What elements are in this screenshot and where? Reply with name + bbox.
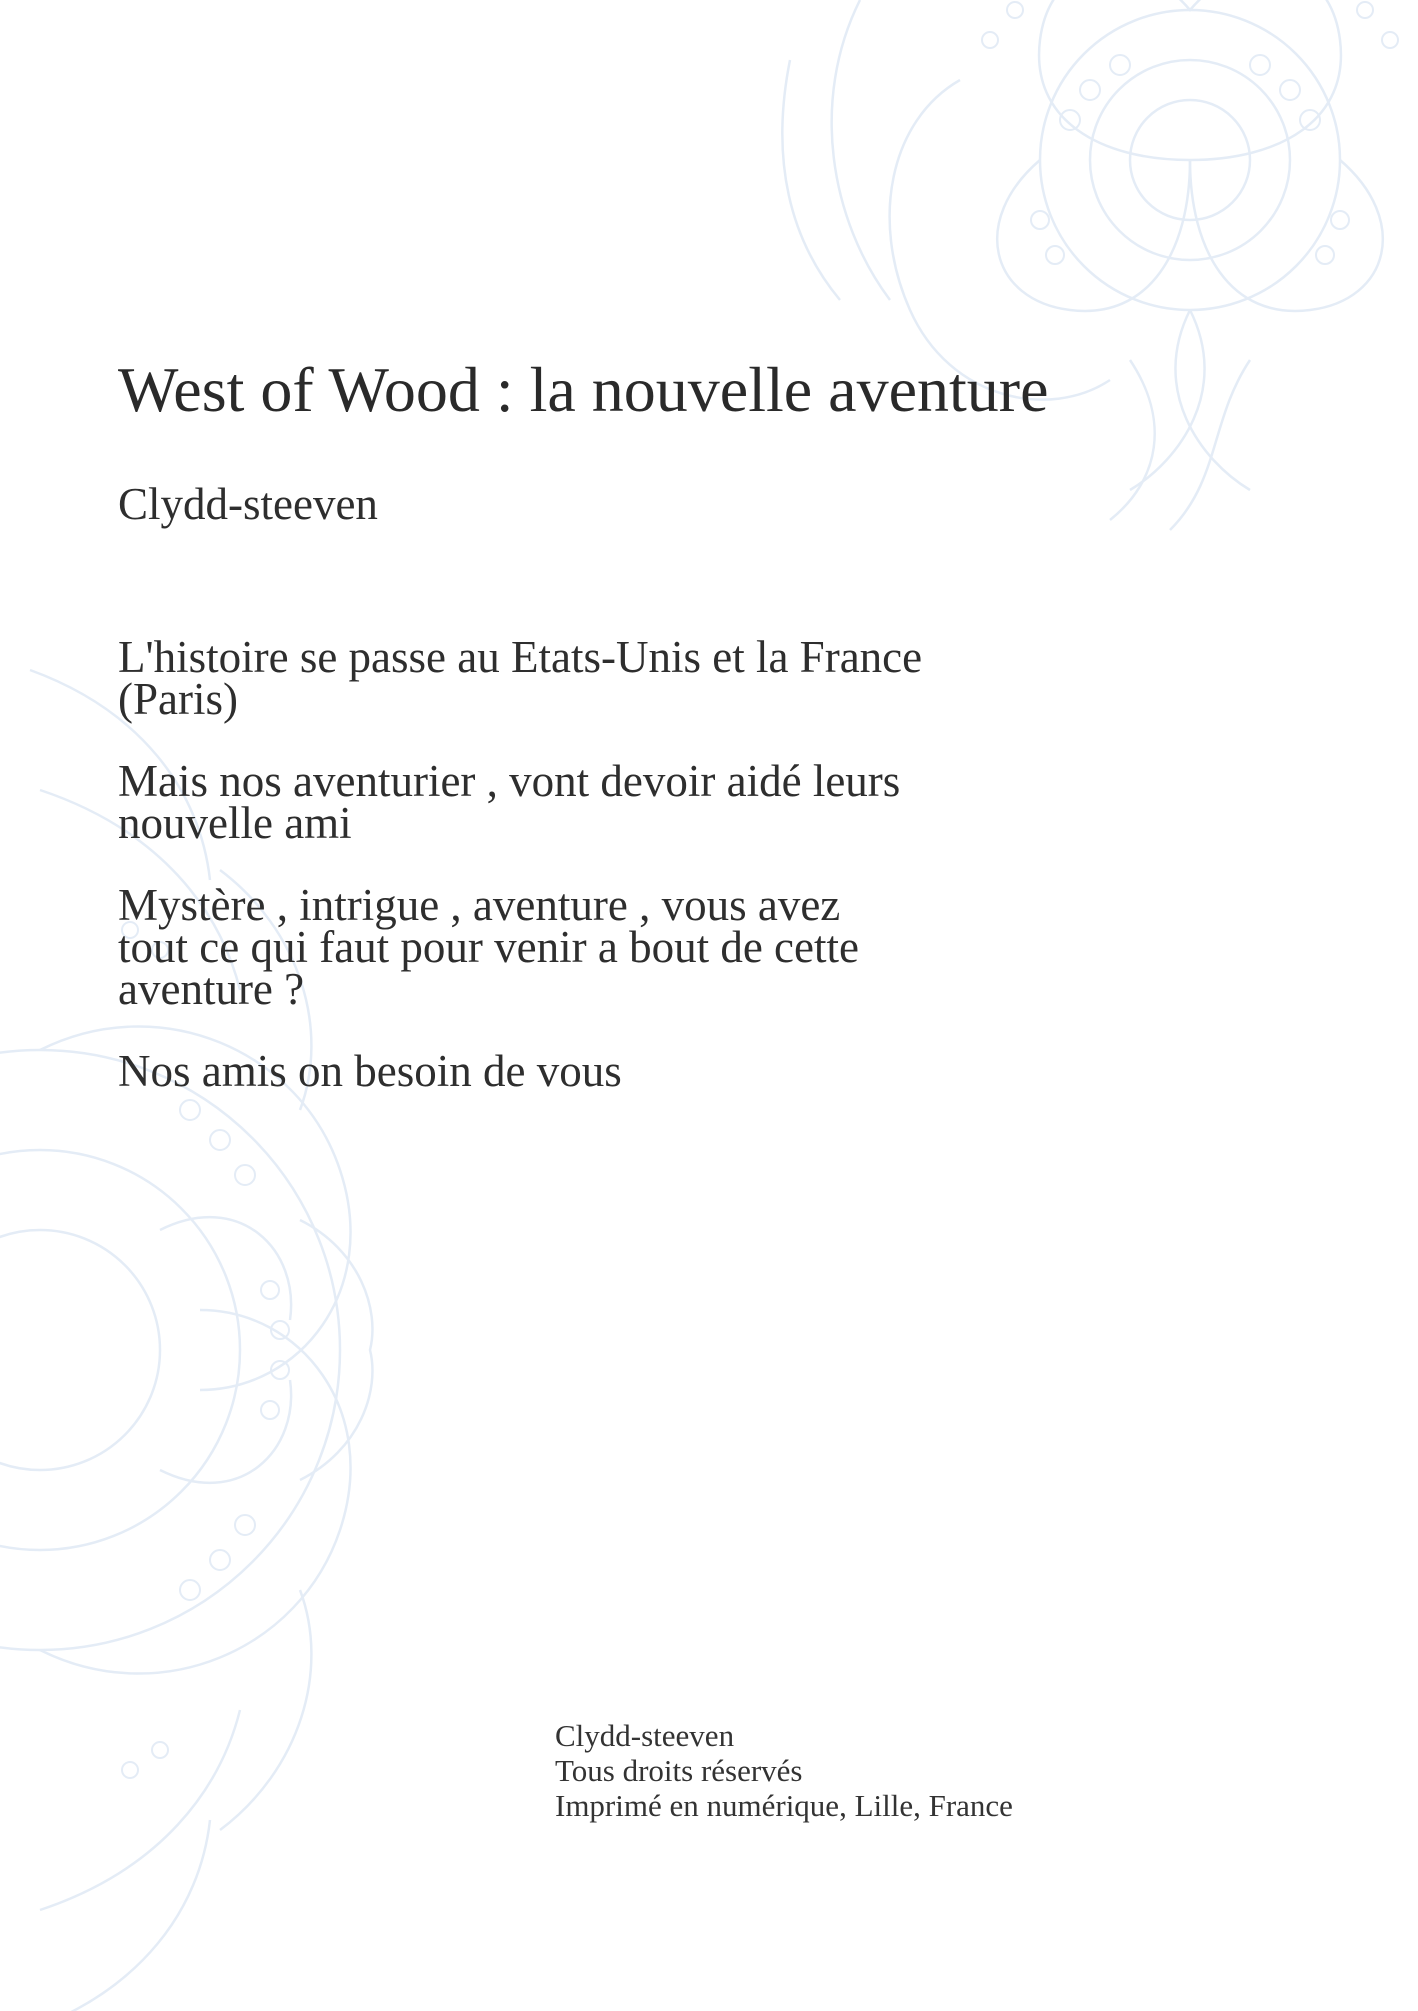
description-line: aventure ? bbox=[118, 964, 305, 1014]
colophon-rights: Tous droits réservés bbox=[555, 1753, 803, 1788]
colophon-author: Clydd-steeven bbox=[555, 1718, 735, 1753]
description-paragraph bbox=[118, 756, 1078, 848]
description-paragraph bbox=[118, 1046, 1078, 1096]
description-paragraph bbox=[118, 880, 1078, 1014]
description-line: Mais nos aventurier , vont devoir aidé leurs bbox=[118, 756, 901, 806]
description-line: Nos amis on besoin de vous bbox=[118, 1046, 622, 1096]
description-line: tout ce qui faut pour venir a bout de cette bbox=[118, 922, 859, 972]
description-line: Mystère , intrigue , aventure , vous avez bbox=[118, 880, 841, 930]
book-title: West of Wood : la nouvelle aventure bbox=[118, 354, 1049, 425]
description-line: L'histoire se passe au Etats-Unis et la France bbox=[118, 632, 923, 682]
top-right-mandala bbox=[782, 0, 1418, 530]
book-description bbox=[118, 632, 1078, 1132]
description-paragraph bbox=[118, 632, 1078, 724]
colophon-printed: Imprimé en numérique, Lille, France bbox=[555, 1788, 1013, 1823]
description-line: (Paris) bbox=[118, 674, 238, 724]
colophon bbox=[555, 1718, 1013, 1823]
description-line: nouvelle ami bbox=[118, 798, 352, 848]
book-author: Clydd-steeven bbox=[118, 479, 378, 529]
